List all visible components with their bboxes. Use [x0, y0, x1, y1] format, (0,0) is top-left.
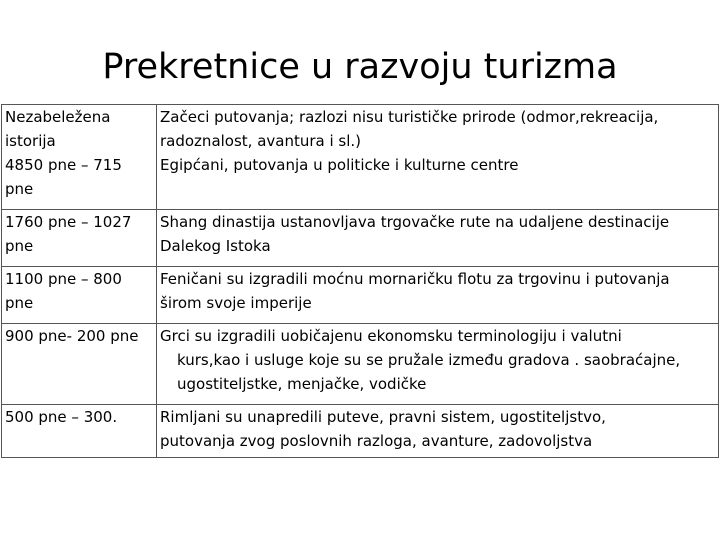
description-cell [157, 324, 719, 405]
description-cell [157, 105, 719, 210]
period-cell [2, 105, 157, 210]
table-row [2, 105, 719, 210]
milestones-table [1, 104, 719, 458]
table-row [2, 210, 719, 267]
description-line: radoznalost, avantura i sl.) [160, 132, 362, 150]
period-cell [2, 405, 157, 458]
page-title: Prekretnice u razvoju turizma [102, 47, 618, 87]
description-line: Feničani su izgradili moćnu mornaričku flotu za trgovinu i putovanja [160, 270, 670, 288]
period-cell [2, 324, 157, 405]
period-cell [2, 210, 157, 267]
period-cell [2, 267, 157, 324]
period-text: 500 pne – 300. [5, 408, 118, 426]
period-text: 1760 pne – 1027 pne [5, 213, 132, 255]
description-line: putovanja zvog poslovnih razloga, avanture, zadovoljstva [160, 432, 593, 450]
description-line: kurs,kao i usluge koje su se pružale između gradova . saobraćajne, [177, 351, 681, 369]
description-cell [157, 405, 719, 458]
table-row [2, 267, 719, 324]
description-line: Začeci putovanja; razlozi nisu turističke prirode (odmor,rekreacija, [160, 108, 659, 126]
description-line: Grci su izgradili uobičajenu ekonomsku terminologiju i valutni [160, 327, 622, 345]
period-text: Nezabeležena istorija 4850 pne – 715 pne [5, 108, 122, 198]
period-text: 1100 pne – 800 pne [5, 270, 122, 312]
description-line: Dalekog Istoka [160, 237, 271, 255]
period-text: 900 pne- 200 pne [5, 327, 139, 345]
description-line: Egipćani, putovanja u politicke i kulturne centre [160, 156, 519, 174]
description-line: ugostiteljstke, menjačke, vodičke [177, 375, 427, 393]
description-cell [157, 210, 719, 267]
table-row [2, 324, 719, 405]
description-line: širom svoje imperije [160, 294, 312, 312]
description-cell [157, 267, 719, 324]
table-row [2, 405, 719, 458]
description-line: Rimljani su unapredili puteve, pravni sistem, ugostiteljstvo, [160, 408, 606, 426]
description-line: Shang dinastija ustanovljava trgovačke rute na udaljene destinacije [160, 213, 670, 231]
